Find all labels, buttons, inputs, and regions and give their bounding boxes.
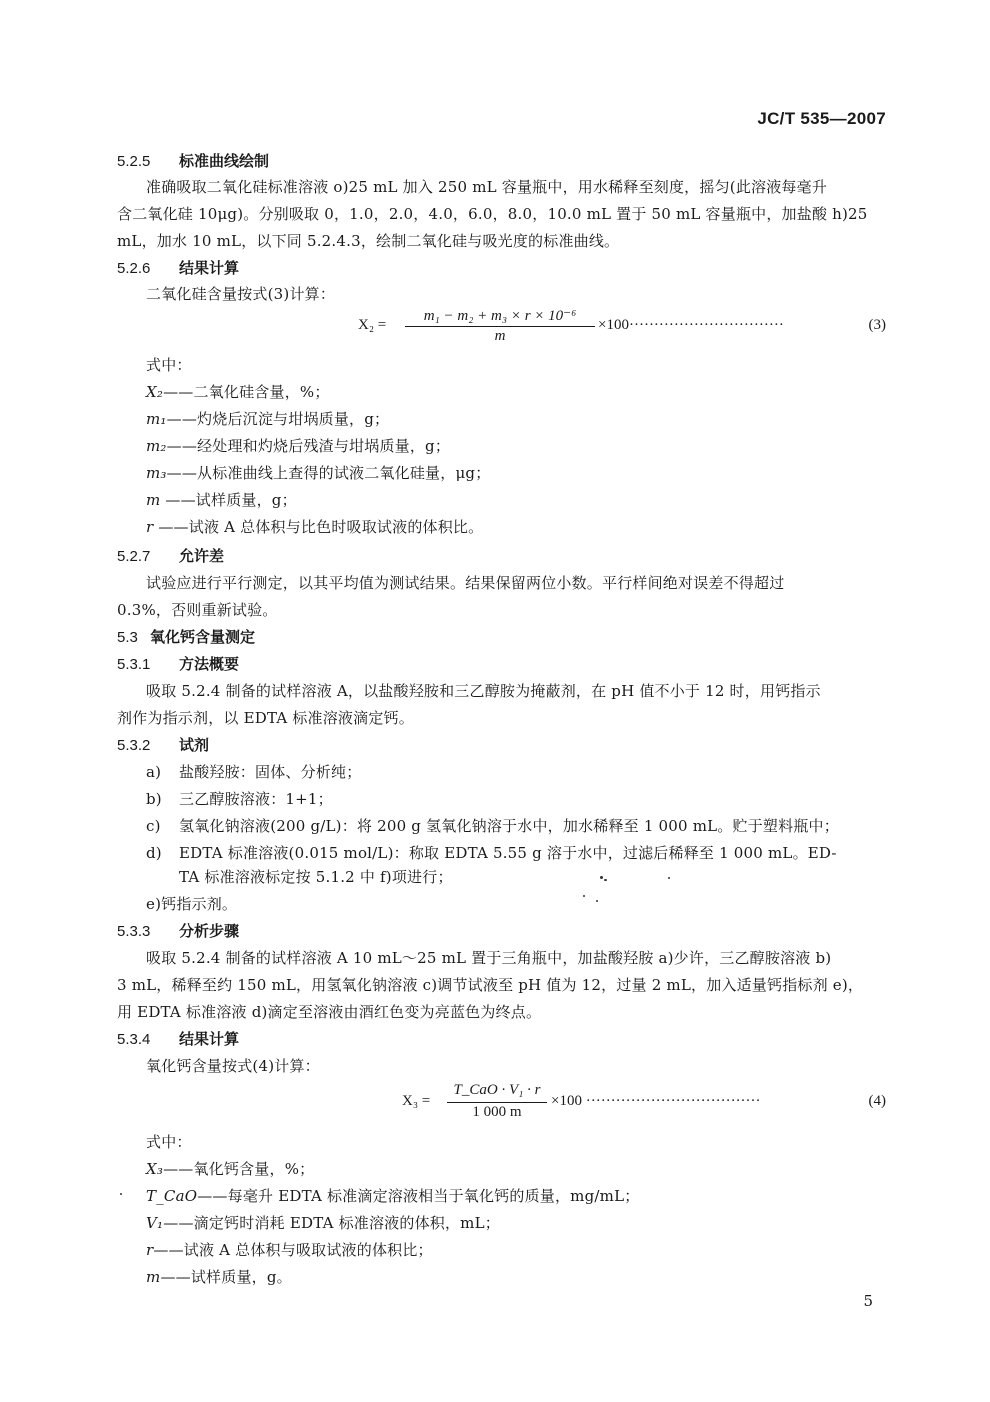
- scan-speck: [583, 895, 585, 897]
- definition-text: ——试液 A 总体积与比色时吸取试液的体积比。: [153, 518, 484, 536]
- list-item-text: EDTA 标准溶液(0.015 mol/L)：称取 EDTA 5.55 g 溶于水中，过滤后稀释至 1 000 mL。ED-: [179, 844, 837, 862]
- definition-row: [146, 1185, 639, 1206]
- list-item: e)钙指示剂。: [146, 895, 238, 913]
- definition-row: [146, 1266, 292, 1287]
- list-item-label: a): [146, 763, 162, 781]
- definition-text: ——试样质量，g。: [160, 1268, 292, 1286]
- equation-3-numerator: m₁ − m₂ + m₃ × r × 10⁻⁶: [423, 308, 577, 324]
- definition-text: ——氧化钙含量，%；: [163, 1160, 315, 1178]
- list-item-text: 氢氧化钠溶液(200 g/L)：将 200 g 氢氧化钠溶于水中，加水稀释至 1 000 mL。贮于塑料瓶中；: [179, 817, 839, 835]
- paragraph-line: 0.3%，否则重新试验。: [117, 601, 278, 619]
- definition-text: ——试液 A 总体积与吸取试液的体积比；: [153, 1241, 433, 1259]
- equation-3-label: (3): [868, 317, 886, 333]
- definition-row: [146, 435, 450, 456]
- section-5-2-5-heading: [117, 150, 269, 171]
- section-number: 5.3.2: [117, 737, 151, 754]
- equation-4-denominator: 1 000 m: [472, 1104, 522, 1120]
- equation-4-lhs: X₃ =: [402, 1093, 431, 1109]
- equation-3-lhs: X₂ =: [358, 317, 387, 333]
- definition-row: [146, 1212, 500, 1233]
- definition-symbol: m₃: [146, 464, 167, 482]
- definition-row: [146, 408, 389, 429]
- section-5-3-2-heading: [117, 734, 209, 755]
- definition-row: [146, 462, 490, 483]
- definition-row: [146, 381, 330, 402]
- section-title: 允许差: [179, 548, 225, 565]
- scan-speck: [120, 1193, 122, 1195]
- list-item-label: b): [146, 790, 162, 808]
- list-item: [146, 842, 837, 863]
- section-number: 5.2.7: [117, 548, 151, 565]
- fraction-bar: [405, 326, 595, 327]
- list-item-continuation: TA 标准溶液标定按 5.1.2 中 f)项进行；: [179, 868, 453, 886]
- standard-code: JC/T 535—2007: [757, 109, 886, 128]
- paragraph-line: 吸取 5.2.4 制备的试样溶液 A，以盐酸羟胺和三乙醇胺为掩蔽剂，在 pH 值不小于 12 时，用钙指示: [146, 682, 821, 700]
- paragraph-line: mL，加水 10 mL，以下同 5.2.4.3，绘制二氧化硅与吸光度的标准曲线。: [117, 232, 620, 250]
- equation-4-numerator: T_CaO · V₁ · r: [453, 1082, 541, 1098]
- list-item: [146, 788, 333, 809]
- formula-intro: 二氧化硅含量按式(3)计算：: [146, 285, 336, 303]
- fraction-bar: [447, 1102, 547, 1103]
- definition-symbol: m₁: [146, 410, 167, 428]
- paragraph-line: 含二氧化硅 10μg)。分别吸取 0，1.0，2.0，4.0，6.0，8.0，10.0 mL 置于 50 mL 容量瓶中，加盐酸 h)25: [117, 205, 868, 223]
- definition-row: [146, 489, 297, 510]
- paragraph-line: 用 EDTA 标准溶液 d)滴定至溶液由酒红色变为亮蓝色为终点。: [117, 1003, 542, 1021]
- definition-text: ——灼烧后沉淀与坩埚质量，g；: [166, 410, 390, 428]
- equation-3-tail: ×100·······························: [598, 317, 784, 333]
- where-label: 式中：: [146, 1133, 192, 1151]
- paragraph-line: 3 mL，稀释至约 150 mL，用氢氧化钠溶液 c)调节试液至 pH 值为 12，过量 2 mL，加入适量钙指标剂 e)，: [117, 976, 864, 994]
- section-5-2-6-heading: [117, 257, 239, 278]
- section-5-3-1-heading: [117, 653, 239, 674]
- scan-speck: [604, 879, 607, 881]
- definition-symbol: m: [146, 1268, 161, 1286]
- scan-speck: [668, 877, 670, 879]
- scan-speck: [596, 900, 598, 902]
- definition-text: ——每毫升 EDTA 标准滴定溶液相当于氧化钙的质量，mg/mL；: [197, 1187, 640, 1205]
- definition-symbol: X₂: [146, 383, 164, 401]
- equation-4-label: (4): [868, 1093, 886, 1109]
- definition-text: ——滴定钙时消耗 EDTA 标准溶液的体积，mL；: [163, 1214, 500, 1232]
- section-5-2-7-heading: [117, 545, 224, 566]
- formula-intro: 氧化钙含量按式(4)计算：: [146, 1057, 320, 1075]
- section-5-3-3-heading: [117, 920, 239, 941]
- section-number: 5.2.5: [117, 153, 151, 170]
- section-5-3-heading: [117, 626, 255, 647]
- definition-text: ——从标准曲线上查得的试液二氧化硅量，μg；: [166, 464, 491, 482]
- section-number: 5.3.1: [117, 656, 151, 673]
- equation-3-fraction: [405, 306, 595, 346]
- section-title: 试剂: [179, 737, 210, 754]
- definition-row: [146, 1158, 314, 1179]
- list-item-label: d): [146, 844, 162, 862]
- section-title: 结果计算: [179, 1031, 240, 1048]
- definition-row: [146, 516, 483, 537]
- list-item-label: c): [146, 817, 161, 835]
- section-number: 5.3.4: [117, 1031, 151, 1048]
- section-title: 标准曲线绘制: [179, 153, 270, 170]
- page-number: 5: [863, 1292, 873, 1310]
- section-number: 5.3: [117, 629, 138, 646]
- section-number: 5.3.3: [117, 923, 151, 940]
- paragraph-line: 试验应进行平行测定，以其平均值为测试结果。结果保留两位小数。平行样间绝对误差不得超过: [146, 574, 785, 592]
- definition-symbol: V₁: [146, 1214, 164, 1232]
- definition-text: ——经处理和灼烧后残渣与坩埚质量，g；: [166, 437, 451, 455]
- section-title: 结果计算: [179, 260, 240, 277]
- definition-symbol: T_CaO: [146, 1187, 198, 1205]
- definition-symbol: m₂: [146, 437, 167, 455]
- section-5-3-4-heading: [117, 1028, 239, 1049]
- paragraph-line: 吸取 5.2.4 制备的试样溶液 A 10 mL～25 mL 置于三角瓶中，加盐酸羟胺 a)少许，三乙醇胺溶液 b): [146, 949, 832, 967]
- equation-4-fraction: [447, 1082, 547, 1122]
- list-item: [146, 761, 361, 782]
- section-title: 分析步骤: [179, 923, 240, 940]
- paragraph-line: 剂作为指示剂，以 EDTA 标准溶液滴定钙。: [117, 709, 414, 727]
- scan-speck: [600, 876, 603, 879]
- definition-symbol: r: [146, 518, 154, 536]
- definition-text: ——二氧化硅含量，%；: [163, 383, 330, 401]
- definition-text: ——试样质量，g；: [160, 491, 297, 509]
- list-item: [146, 815, 839, 836]
- equation-4-tail: ×100 ···································: [551, 1093, 761, 1109]
- equation-3-denominator: m: [494, 328, 506, 344]
- list-item-text: 盐酸羟胺：固体、分析纯；: [179, 763, 362, 781]
- definition-symbol: X₃: [146, 1160, 164, 1178]
- section-number: 5.2.6: [117, 260, 151, 277]
- definition-symbol: m: [146, 491, 161, 509]
- definition-row: [146, 1239, 433, 1260]
- definition-symbol: r: [146, 1241, 154, 1259]
- where-label: 式中：: [146, 356, 192, 374]
- paragraph-line: 准确吸取二氧化硅标准溶液 o)25 mL 加入 250 mL 容量瓶中，用水稀释至刻度，摇匀(此溶液每毫升: [146, 178, 828, 196]
- list-item-text: 三乙醇胺溶液：1+1；: [179, 790, 333, 808]
- section-title: 氧化钙含量测定: [150, 629, 256, 646]
- section-title: 方法概要: [179, 656, 240, 673]
